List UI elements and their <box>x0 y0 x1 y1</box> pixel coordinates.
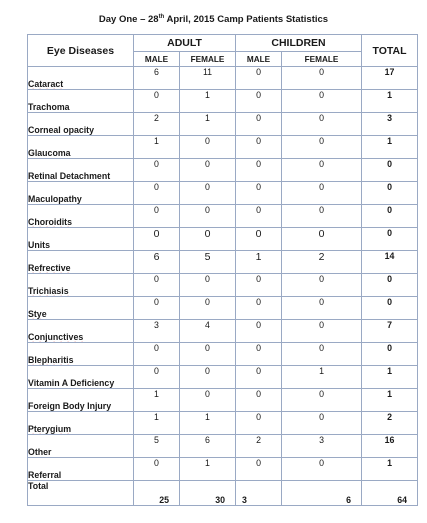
total-adult-male: 25 <box>134 481 180 506</box>
cell-children-female: 3 <box>282 435 362 458</box>
disease-name: Referral <box>28 470 62 480</box>
table-row <box>28 90 418 113</box>
table-row <box>28 182 418 205</box>
cell-children-female: 1 <box>282 366 362 389</box>
table-row <box>28 320 418 343</box>
cell-total: 1 <box>362 458 418 481</box>
disease-name-cell <box>28 205 134 228</box>
total-grand: 64 <box>362 481 418 506</box>
cell-total: 0 <box>362 182 418 205</box>
disease-name: Vitamin A Deficiency <box>28 378 115 388</box>
cell-children-female: 0 <box>282 136 362 159</box>
header-children: CHILDREN <box>236 35 362 52</box>
disease-name-cell <box>28 113 134 136</box>
table-row <box>28 159 418 182</box>
cell-children-female: 0 <box>282 228 362 251</box>
disease-name-cell <box>28 389 134 412</box>
cell-adult-male: 5 <box>134 435 180 458</box>
cell-children-female: 0 <box>282 320 362 343</box>
cell-total: 0 <box>362 343 418 366</box>
table-row <box>28 251 418 274</box>
cell-children-male: 0 <box>236 228 282 251</box>
header-total: TOTAL <box>362 35 418 67</box>
cell-total: 1 <box>362 90 418 113</box>
disease-name-cell <box>28 274 134 297</box>
cell-adult-male: 1 <box>134 412 180 435</box>
header-children-female: FEMALE <box>282 52 362 67</box>
cell-children-male: 0 <box>236 389 282 412</box>
cell-children-male: 0 <box>236 159 282 182</box>
cell-children-female: 0 <box>282 274 362 297</box>
cell-adult-male: 0 <box>134 90 180 113</box>
cell-adult-male: 0 <box>134 458 180 481</box>
disease-name: Conjunctives <box>28 332 84 342</box>
cell-adult-male: 3 <box>134 320 180 343</box>
table-row <box>28 412 418 435</box>
cell-children-male: 0 <box>236 366 282 389</box>
cell-children-female: 0 <box>282 458 362 481</box>
cell-adult-male: 0 <box>134 343 180 366</box>
cell-adult-female: 0 <box>180 366 236 389</box>
cell-children-male: 0 <box>236 90 282 113</box>
cell-children-female: 0 <box>282 389 362 412</box>
disease-name-cell <box>28 366 134 389</box>
cell-adult-male: 0 <box>134 228 180 251</box>
cell-children-male: 1 <box>236 251 282 274</box>
cell-adult-male: 0 <box>134 159 180 182</box>
cell-adult-male: 0 <box>134 297 180 320</box>
table-row <box>28 389 418 412</box>
disease-name: Stye <box>28 309 47 319</box>
disease-name-cell <box>28 412 134 435</box>
page-title <box>0 10 427 27</box>
disease-name-cell <box>28 136 134 159</box>
cell-total: 0 <box>362 274 418 297</box>
cell-children-female: 0 <box>282 205 362 228</box>
title-prefix: Day One – 28 <box>98 14 159 26</box>
disease-name-cell <box>28 90 134 113</box>
cell-total: 2 <box>362 412 418 435</box>
header-adult: ADULT <box>134 35 236 52</box>
cell-adult-female: 0 <box>180 228 236 251</box>
cell-adult-male: 6 <box>134 251 180 274</box>
total-row <box>28 481 418 506</box>
cell-total: 1 <box>362 366 418 389</box>
disease-name: Glaucoma <box>28 148 71 158</box>
disease-name-cell <box>28 67 134 90</box>
cell-adult-female: 0 <box>180 389 236 412</box>
total-label: Total <box>28 481 134 506</box>
cell-children-male: 0 <box>236 458 282 481</box>
cell-children-female: 0 <box>282 412 362 435</box>
header-children-male: MALE <box>236 52 282 67</box>
header-eye-diseases: Eye Diseases <box>28 35 134 67</box>
disease-name-cell <box>28 343 134 366</box>
cell-adult-female: 1 <box>180 113 236 136</box>
disease-name-cell <box>28 297 134 320</box>
cell-total: 1 <box>362 136 418 159</box>
disease-name-cell <box>28 228 134 251</box>
disease-name: Corneal opacity <box>28 125 94 135</box>
total-adult-female: 30 <box>180 481 236 506</box>
disease-name: Pterygium <box>28 424 72 434</box>
cell-total: 1 <box>362 389 418 412</box>
disease-name-cell <box>28 251 134 274</box>
cell-children-male: 0 <box>236 274 282 297</box>
total-children-male: 3 <box>236 481 282 506</box>
cell-children-male: 0 <box>236 297 282 320</box>
cell-children-male: 0 <box>236 182 282 205</box>
cell-adult-male: 0 <box>134 274 180 297</box>
cell-adult-male: 6 <box>134 67 180 90</box>
table-row <box>28 274 418 297</box>
total-children-female: 6 <box>282 481 362 506</box>
disease-name: Trichiasis <box>28 286 69 296</box>
cell-children-male: 0 <box>236 412 282 435</box>
cell-children-female: 0 <box>282 297 362 320</box>
cell-adult-female: 1 <box>180 412 236 435</box>
table-row <box>28 67 418 90</box>
title-superscript: th <box>158 14 165 20</box>
cell-adult-female: 11 <box>180 67 236 90</box>
table-row <box>28 228 418 251</box>
table-row <box>28 136 418 159</box>
table-row <box>28 343 418 366</box>
disease-name: Foreign Body Injury <box>28 401 112 411</box>
cell-children-male: 2 <box>236 435 282 458</box>
cell-adult-female: 0 <box>180 343 236 366</box>
patient-statistics-table <box>27 34 418 506</box>
cell-adult-male: 0 <box>134 182 180 205</box>
title-suffix: April, 2015 Camp Patients Statistics <box>164 14 329 26</box>
cell-adult-male: 0 <box>134 366 180 389</box>
cell-total: 0 <box>362 228 418 251</box>
cell-adult-female: 4 <box>180 320 236 343</box>
cell-adult-male: 1 <box>134 389 180 412</box>
cell-adult-female: 0 <box>180 136 236 159</box>
cell-total: 16 <box>362 435 418 458</box>
table-body <box>28 67 418 481</box>
cell-adult-female: 0 <box>180 297 236 320</box>
cell-total: 3 <box>362 113 418 136</box>
cell-adult-male: 2 <box>134 113 180 136</box>
cell-children-female: 0 <box>282 343 362 366</box>
cell-adult-male: 0 <box>134 205 180 228</box>
disease-name-cell <box>28 159 134 182</box>
cell-children-female: 2 <box>282 251 362 274</box>
cell-children-female: 0 <box>282 159 362 182</box>
table-row <box>28 435 418 458</box>
cell-children-male: 0 <box>236 320 282 343</box>
header-adult-male: MALE <box>134 52 180 67</box>
cell-adult-female: 0 <box>180 159 236 182</box>
cell-total: 14 <box>362 251 418 274</box>
disease-name: Other <box>28 447 52 457</box>
table-row <box>28 366 418 389</box>
cell-children-male: 0 <box>236 67 282 90</box>
cell-adult-female: 0 <box>180 274 236 297</box>
header-adult-female: FEMALE <box>180 52 236 67</box>
disease-name: Refrective <box>28 263 71 273</box>
disease-name: Cataract <box>28 79 64 89</box>
cell-children-male: 0 <box>236 205 282 228</box>
disease-name: Blepharitis <box>28 355 74 365</box>
cell-total: 0 <box>362 297 418 320</box>
disease-name: Maculopathy <box>28 194 82 204</box>
cell-children-male: 0 <box>236 136 282 159</box>
disease-name-cell <box>28 320 134 343</box>
disease-name-cell <box>28 458 134 481</box>
cell-total: 17 <box>362 67 418 90</box>
disease-name: Choroidits <box>28 217 72 227</box>
table-row <box>28 113 418 136</box>
cell-adult-female: 6 <box>180 435 236 458</box>
cell-children-female: 0 <box>282 113 362 136</box>
disease-name-cell <box>28 435 134 458</box>
cell-adult-female: 5 <box>180 251 236 274</box>
cell-children-male: 0 <box>236 343 282 366</box>
disease-name: Trachoma <box>28 102 70 112</box>
cell-adult-female: 1 <box>180 458 236 481</box>
cell-children-male: 0 <box>236 113 282 136</box>
cell-adult-female: 1 <box>180 90 236 113</box>
table-row <box>28 297 418 320</box>
cell-adult-female: 0 <box>180 205 236 228</box>
disease-name: Units <box>28 240 50 250</box>
table-row <box>28 205 418 228</box>
cell-total: 0 <box>362 205 418 228</box>
cell-children-female: 0 <box>282 67 362 90</box>
disease-name-cell <box>28 182 134 205</box>
cell-total: 7 <box>362 320 418 343</box>
cell-adult-male: 1 <box>134 136 180 159</box>
cell-adult-female: 0 <box>180 182 236 205</box>
cell-children-female: 0 <box>282 182 362 205</box>
cell-total: 0 <box>362 159 418 182</box>
table-row <box>28 458 418 481</box>
cell-children-female: 0 <box>282 90 362 113</box>
disease-name: Retinal Detachment <box>28 171 111 181</box>
